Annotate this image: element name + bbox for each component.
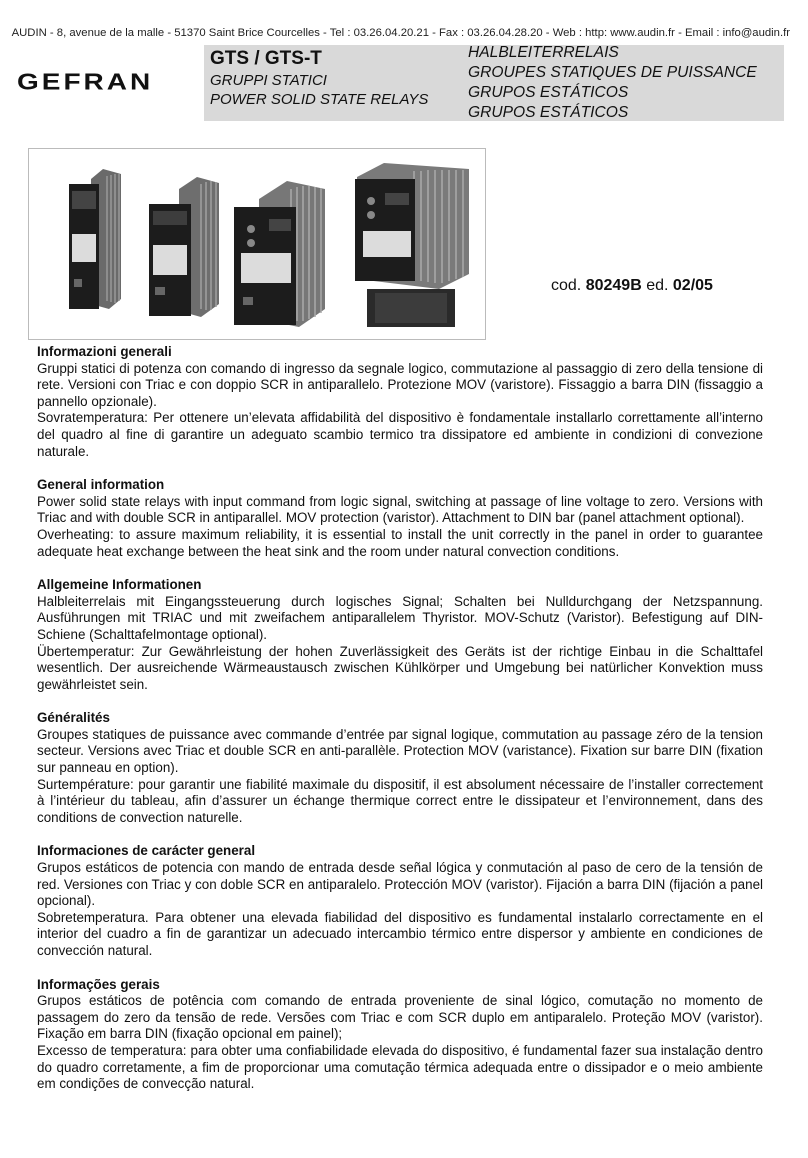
product-photo [28, 148, 486, 340]
relay-unit-2 [149, 177, 219, 317]
document-code [551, 277, 713, 295]
relay-unit-4 [355, 163, 469, 327]
section-es [37, 843, 763, 959]
section-paragraph: Groupes statiques de puissance avec commande d’entrée par signal logique, commutation au passage zéro de la tension secteur. Versions avec Triac et double SCR en anti-parallèle. Protection MOV (varistance). Fixation sur barre DIN (fixation sur panneau en option). [37, 726, 763, 776]
section-paragraph: Surtempérature: pour garantir une fiabilité maximale du dispositif, il est absolument nécessaire de l’installer correctement à l’intérieur du tableau, afin d’assurer un échange thermique correct entre le dissipateur et l’environnement, dans des conditions de convection naturelle. [37, 776, 763, 825]
section-paragraph: Grupos estáticos de potência com comando de entrada proveniente de sinal lógico, comutação no momento de passagem do zero da tensão de rede. Versões com Triac e com SCR duplo em antiparalelo. Proteção MOV (varistor). Fixação em barra DIN (fixação opcional em painel); [37, 993, 763, 1042]
content-body [37, 344, 763, 1110]
section-title: Informaciones de carácter general [37, 843, 256, 859]
relay-units-illustration [29, 149, 485, 339]
edition-number: 02/05 [672, 277, 713, 294]
section-paragraph: Overheating: to assure maximum reliability, it is essential to install the unit correctly in the panel in order to guarantee adequate heat exchange between the heat sink and the room under natural convection conditions. [37, 526, 763, 559]
section-pt [37, 977, 763, 1093]
section-en [37, 477, 763, 560]
section-paragraph: Halbleiterrelais mit Eingangssteuerung durch logisches Signal; Schalten bei Nulldurchgang der Netzspannung. Ausführungen mit TRIAC und mit zweifachem antiparallelem Thyristor. MOV-Schutz (Varistor). Befestigung auf DIN-Schiene (Schalttafelmontage optional). [37, 593, 763, 642]
address-line: AUDIN - 8, avenue de la malle - 51370 Saint Brice Courcelles - Tel : 03.26.04.20.21 - Fax : 03.26.04.28.20 - Web : http: www.audin.fr - Email : info@audin.fr [11, 27, 790, 39]
gefran-logo: GEFRAN [17, 69, 154, 95]
section-paragraph: Grupos estáticos de potencia con mando de entrada desde señal lógica y conmutación al paso de cero de la tensión de red. Versiones con Triac y con doble SCR en antiparalelo. Protección MOV (varistor). Fijación a barra DIN (fijación a panel opcional). [37, 860, 763, 909]
subtitle-fr: GROUPES STATIQUES DE PUISSANCE [468, 64, 757, 81]
relay-unit-1 [69, 169, 121, 309]
section-paragraph: Power solid state relays with input command from logic signal, switching at passage of line voltage to zero. Versions with Triac and with double SCR in antiparallel. MOV protection (varistor). Attachment to DIN bar (panel attachment optional). [37, 493, 763, 526]
section-title: Allgemeine Informationen [37, 577, 202, 593]
edition-label: ed. [646, 277, 669, 294]
section-de [37, 577, 763, 693]
subtitle-de: HALBLEITERRELAIS [468, 44, 619, 61]
section-paragraph: Gruppi statici di potenza con comando di ingresso da segnale logico, commutazione al passaggio di zero della tensione di rete. Versioni con Triac e con doppio SCR in antiparallelo. Protezione MOV (varistore). Fissaggio a barra DIN (fissaggio a pannello opzionale). [37, 360, 763, 409]
header-band [204, 45, 784, 121]
subtitle-es: GRUPOS ESTÁTICOS [468, 84, 629, 101]
header-right [468, 43, 757, 123]
section-paragraph: Übertemperatur: Zur Gewährleistung der hohen Zuverlässigkeit des Geräts ist der richtige Einbau in die Schalttafel wesentlich. Der ausreichende Wärmeaustausch zwischen Kühlkörper und Umgebung bei natürlicher Konvektion muss gewährleistet sein. [37, 643, 763, 692]
section-it [37, 344, 763, 460]
code-prefix: cod. [551, 277, 582, 294]
section-paragraph: Sovratemperatura: Per ottenere un’elevata affidabilità del dispositivo è fondamentale installarlo correttamente all’interno del quadro al fine di garantire un adeguato scambio termico tra dissipatore ed ambiente in condizioni di convezione naturale. [37, 410, 763, 459]
subtitle-en: POWER SOLID STATE RELAYS [210, 91, 429, 108]
section-paragraph: Sobretemperatura. Para obtener una elevada fiabilidad del dispositivo es fundamental instalarlo correctamente en el interior del cuadro a fin de garantizar un adecuado intercambio térmico entre dispersor y ambiente en condiciones de convección natural. [37, 909, 763, 958]
section-fr [37, 710, 763, 826]
header-left [210, 47, 428, 109]
section-title: General information [37, 477, 165, 493]
code-number: 80249B [585, 277, 642, 294]
section-paragraph: Excesso de temperatura: para obter uma confiabilidade elevada do dispositivo, é fundamental fazer sua instalação dentro do quadro corretamente, a fim de proporcionar uma comutação térmica adequada entre o dissipador e o meio ambiente em condições de convecção natural. [37, 1042, 763, 1092]
section-title: Informazioni generali [37, 344, 172, 359]
section-title: Informações gerais [37, 976, 160, 992]
subtitle-it: GRUPPI STATICI [210, 72, 327, 89]
section-title: Généralités [37, 710, 110, 726]
subtitle-pt: GRUPOS ESTÁTICOS [468, 104, 629, 121]
relay-unit-3 [234, 181, 325, 327]
product-title: GTS / GTS-T [210, 48, 322, 69]
